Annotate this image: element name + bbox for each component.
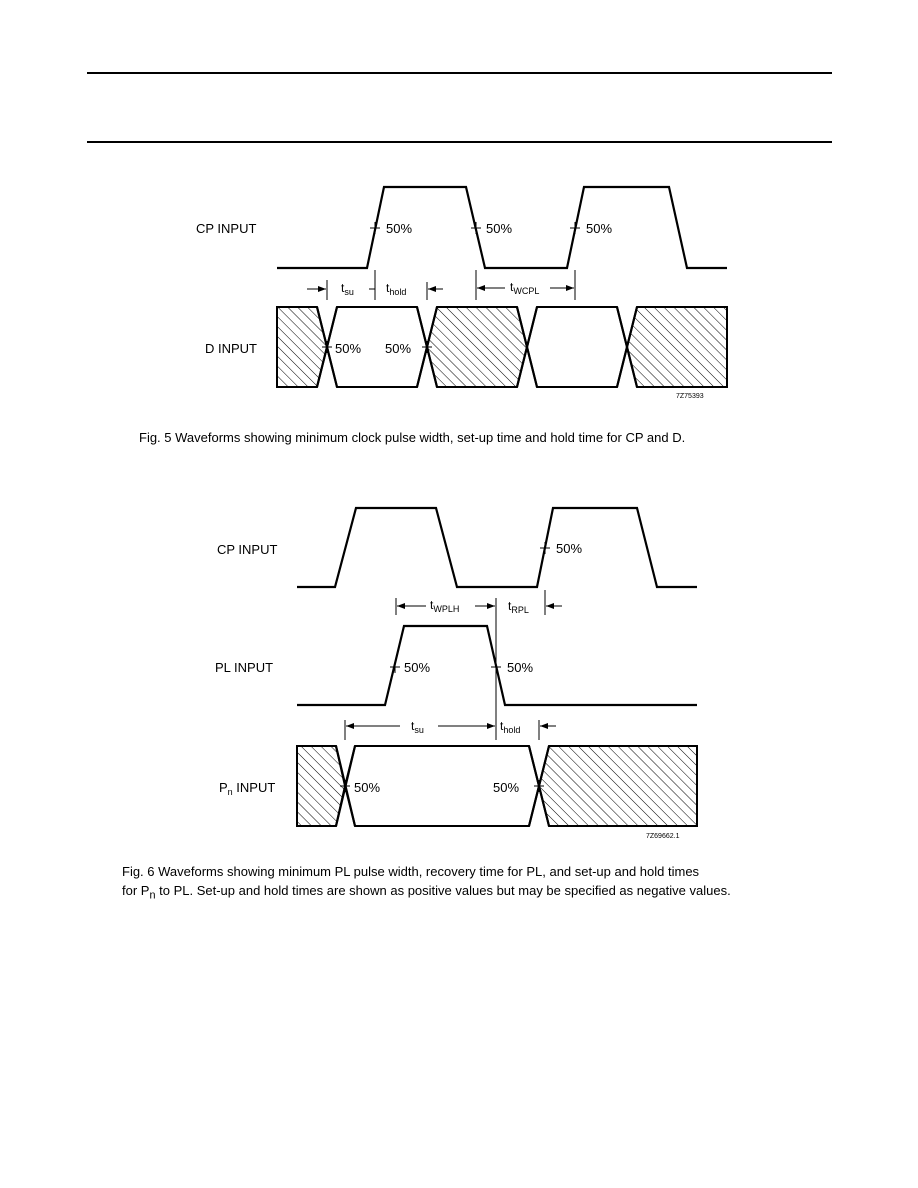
fig5-cp-50pct-3: 50% <box>586 221 613 236</box>
fig6-pn-input-label: $P_n$ INPUT <box>219 780 276 797</box>
fig6-caption-line2 <box>122 881 731 906</box>
fig6-pl-50pct-1: 50% <box>404 660 431 675</box>
fig6-twplh-label: $t_{WPLH}$ <box>430 598 460 614</box>
fig6-pl-waveform <box>297 626 697 705</box>
fig6-pn-50pct-2: 50% <box>493 780 520 795</box>
fig5-tsu-label: $t_{su}$ <box>341 281 354 297</box>
fig6-thold-label: $t_{hold}$ <box>500 719 521 735</box>
fig5-d-50pct-2: 50% <box>385 341 412 356</box>
fig5-d-valid-region-2 <box>527 307 627 387</box>
fig6-pn-invalid-region-2 <box>539 746 697 826</box>
fig5-twcpl-label: $t_{WCPL}$ <box>510 280 540 296</box>
fig6-pl-50pct-2: 50% <box>507 660 534 675</box>
fig6-pn-50pct-1: 50% <box>354 780 381 795</box>
fig6-caption-line1: Fig. 6 Waveforms showing minimum PL pulse width, recovery time for PL, and set-up and hold times <box>122 864 700 879</box>
fig5-d-50pct-1: 50% <box>335 341 362 356</box>
fig6-caption-line2-end: to PL. Set-up and hold times are shown as positive values but may be specified as negative values. <box>155 883 731 898</box>
fig6-pl-input-label: PL INPUT <box>215 660 274 675</box>
fig6-cp-waveform <box>297 508 697 587</box>
fig5-cp-50pct-1: 50% <box>386 221 413 236</box>
fig6-cp-50pct: 50% <box>556 541 583 556</box>
fig6-drawing-code: 7Z69662.1 <box>646 833 680 840</box>
fig6-caption-line2-start: for P <box>122 883 150 898</box>
fig6-caption-subscript: n <box>149 889 156 902</box>
fig5-d-invalid-region-2 <box>427 307 527 387</box>
fig6-tsu-label: $t_{su}$ <box>411 719 424 735</box>
fig6-diagram <box>215 508 697 840</box>
fig5-caption: Fig. 5 Waveforms showing minimum clock pulse width, set-up time and hold time for CP and D. <box>139 430 686 445</box>
fig5-diagram <box>196 187 727 400</box>
fig6-cp-input-label: CP INPUT <box>217 542 278 557</box>
fig5-thold-label: $t_{hold}$ <box>386 281 407 297</box>
fig5-drawing-code: 7Z75393 <box>676 393 704 400</box>
fig6-trpl-label: $t_{RPL}$ <box>508 599 529 615</box>
fig5-cp-input-label: CP INPUT <box>196 221 257 236</box>
fig5-d-input-label: D INPUT <box>205 341 257 356</box>
fig5-cp-50pct-2: 50% <box>486 221 513 236</box>
fig5-d-invalid-region-3 <box>627 307 727 387</box>
